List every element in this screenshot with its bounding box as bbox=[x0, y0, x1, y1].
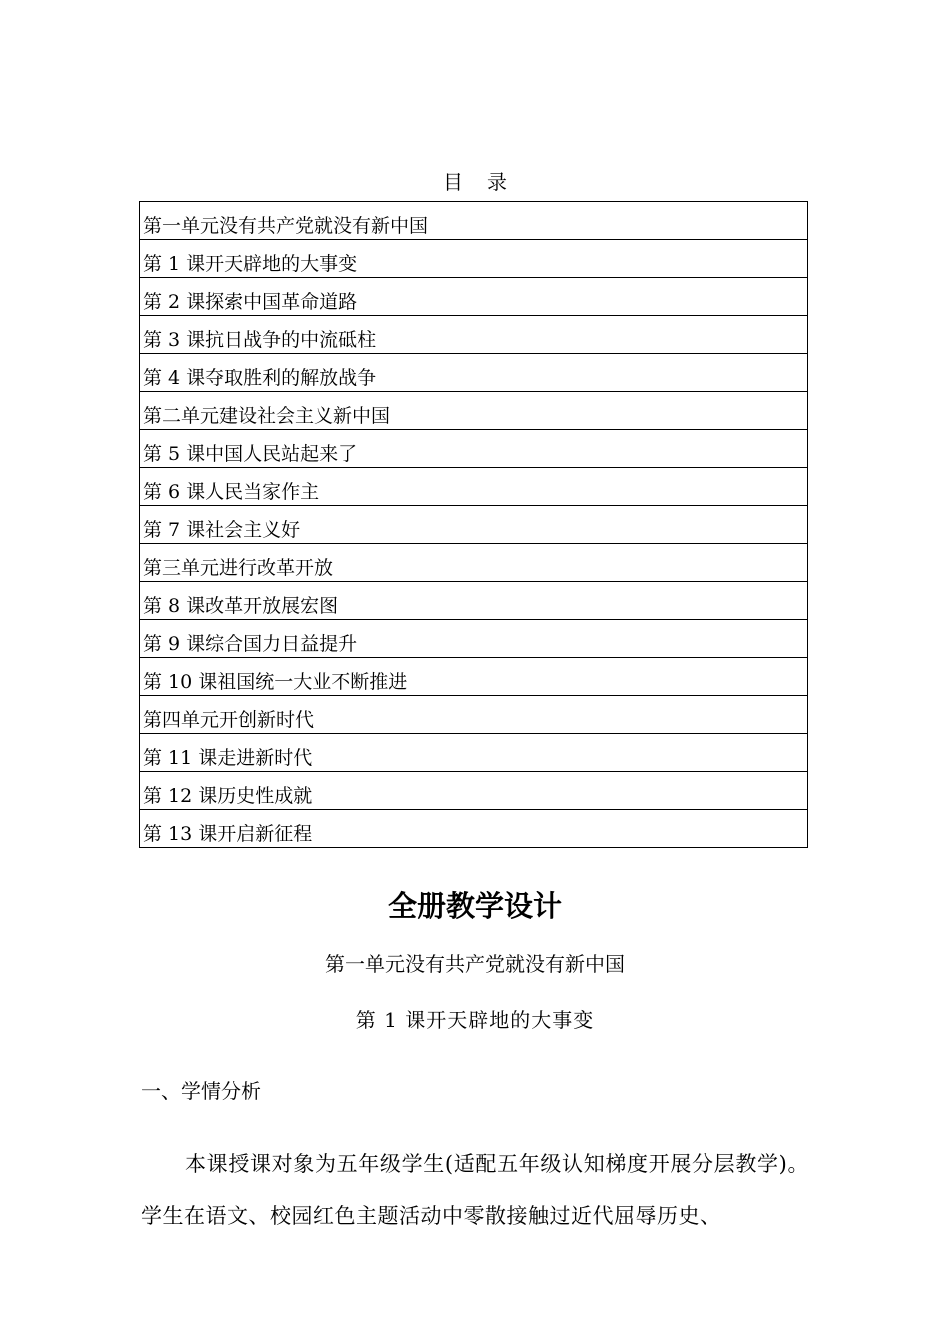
toc-row bbox=[140, 696, 808, 734]
toc-row bbox=[140, 734, 808, 772]
toc-row bbox=[140, 506, 808, 544]
section-heading: 一、学情分析 bbox=[141, 1079, 261, 1103]
toc-item: 第 11 课走进新时代 bbox=[140, 734, 808, 772]
toc-row bbox=[140, 354, 808, 392]
toc-item: 第 2 课探索中国革命道路 bbox=[140, 278, 808, 316]
toc-row bbox=[140, 468, 808, 506]
lesson-title: 第 1 课开天辟地的大事变 bbox=[355, 1008, 595, 1032]
toc-row bbox=[140, 278, 808, 316]
toc-item: 第二单元建设社会主义新中国 bbox=[140, 392, 808, 430]
toc-row bbox=[140, 240, 808, 278]
body-paragraph: 本课授课对象为五年级学生(适配五年级认知梯度开展分层教学)。学生在语文、校园红色主题活动中零散接触过近代屈辱历史、 bbox=[141, 1152, 809, 1228]
toc-item: 第 3 课抗日战争的中流砥柱 bbox=[140, 316, 808, 354]
toc-item: 第 4 课夺取胜利的解放战争 bbox=[140, 354, 808, 392]
toc-item: 第 10 课祖国统一大业不断推进 bbox=[140, 658, 808, 696]
document-title: 全册教学设计 bbox=[387, 889, 562, 923]
toc-item: 第 8 课改革开放展宏图 bbox=[140, 582, 808, 620]
toc-row bbox=[140, 544, 808, 582]
toc-item: 第 7 课社会主义好 bbox=[140, 506, 808, 544]
toc-row bbox=[140, 202, 808, 240]
toc-row bbox=[140, 658, 808, 696]
toc-table bbox=[139, 201, 808, 848]
toc-item: 第一单元没有共产党就没有新中国 bbox=[140, 202, 808, 240]
toc-row bbox=[140, 810, 808, 848]
unit-title: 第一单元没有共产党就没有新中国 bbox=[325, 952, 625, 976]
toc-item: 第 6 课人民当家作主 bbox=[140, 468, 808, 506]
toc-title: 目录 bbox=[443, 170, 531, 194]
toc-row bbox=[140, 316, 808, 354]
toc-item: 第 5 课中国人民站起来了 bbox=[140, 430, 808, 468]
toc-item: 第三单元进行改革开放 bbox=[140, 544, 808, 582]
toc-item: 第 12 课历史性成就 bbox=[140, 772, 808, 810]
toc-row bbox=[140, 430, 808, 468]
toc-row bbox=[140, 582, 808, 620]
toc-row bbox=[140, 392, 808, 430]
toc-item: 第 13 课开启新征程 bbox=[140, 810, 808, 848]
toc-row bbox=[140, 620, 808, 658]
toc-item: 第 9 课综合国力日益提升 bbox=[140, 620, 808, 658]
toc-item: 第 1 课开天辟地的大事变 bbox=[140, 240, 808, 278]
toc-row bbox=[140, 772, 808, 810]
toc-item: 第四单元开创新时代 bbox=[140, 696, 808, 734]
